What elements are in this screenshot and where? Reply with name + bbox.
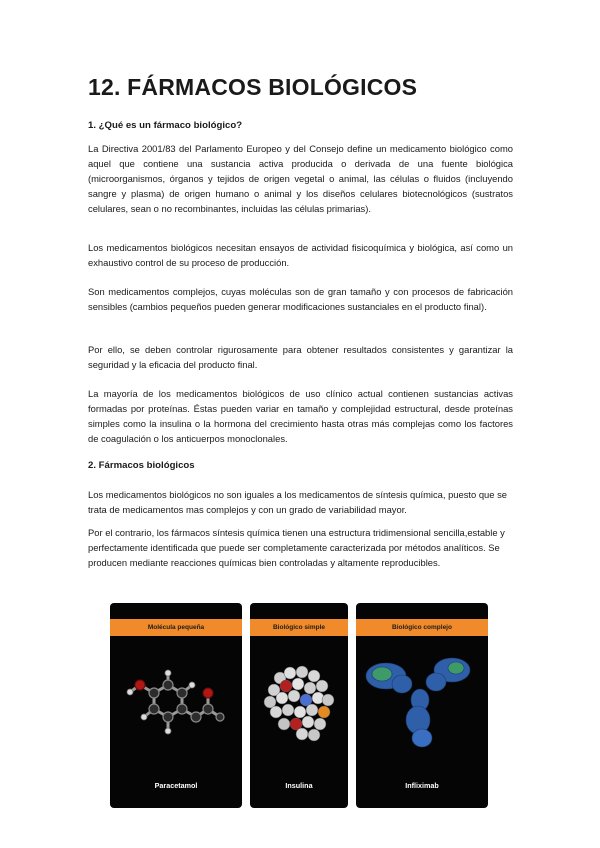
molecule-comparison-figure	[110, 603, 488, 808]
insulin-molecule-illustration	[250, 638, 348, 768]
panel-label: Molécula pequeña	[110, 619, 242, 636]
section-heading: 1. ¿Qué es un fármaco biológico?	[88, 120, 243, 131]
panel-complex-biologic	[356, 603, 488, 808]
panel-label: Biológico complejo	[356, 619, 488, 636]
paragraph: La mayoría de los medicamentos biológicos de uso clínico actual contienen sustancias activas formadas por proteínas. Éstas pueden variar en tamaño y complejidad estructural, desde proteínas simples como la insulina o la hormona del crecimiento hasta otras más complejas como los factores de coagulación o los anticuerpos monoclonales.	[88, 388, 513, 444]
paragraph: Por ello, se deben controlar rigurosamente para obtener resultados consistentes y garantizar la seguridad y la eficacia del producto final.	[88, 344, 513, 370]
paragraph: Los medicamentos biológicos no son iguales a los medicamentos de síntesis química, puesto que se trata de medicamentos mas complejos y con un grado de variabilidad mayor.	[88, 489, 507, 515]
molecule-caption: Infliximab	[405, 781, 439, 790]
page-title: 12. FÁRMACOS BIOLÓGICOS	[88, 74, 418, 100]
section-heading: 2. Fármacos biológicos	[88, 460, 195, 471]
paragraph: La Directiva 2001/83 del Parlamento Europeo y del Consejo define un medicamento biológico como aquel que contiene una sustancia activa producida o derivada de una fuente biológica (microorganismos, órganos y tejidos de origen vegetal o animal, las células o fluidos (incluyendo sangre y plasma) de origen humano o animal y los diseños celulares biotecnológicos (sustratos celulares, sean o no recombinantes, incluidas las células primarias).	[88, 143, 513, 214]
paragraph: Son medicamentos complejos, cuyas moléculas son de gran tamaño y con procesos de fabricación sensibles (cambios pequeños pueden generar modificaciones sustanciales en el producto final).	[88, 286, 513, 312]
panel-small-molecule	[110, 603, 242, 808]
panel-simple-biologic	[250, 603, 348, 808]
molecule-caption: Insulina	[285, 781, 313, 790]
molecule-caption: Paracetamol	[154, 781, 198, 790]
infliximab-molecule-illustration	[356, 638, 488, 768]
paragraph: Los medicamentos biológicos necesitan ensayos de actividad fisicoquímica y biológica, así como un exhaustivo control de su proceso de producción.	[88, 242, 513, 268]
panel-label: Biológico simple	[250, 619, 348, 636]
paragraph: Por el contrario, los fármacos síntesis química tienen una estructura tridimensional sencilla,estable y perfectamente identificada que puede ser completamente caracterizada por métodos analíticos. Se producen mediante reacciones químicas bien controladas y altamente reproducibles.	[88, 527, 505, 568]
paracetamol-molecule-illustration	[110, 638, 242, 768]
